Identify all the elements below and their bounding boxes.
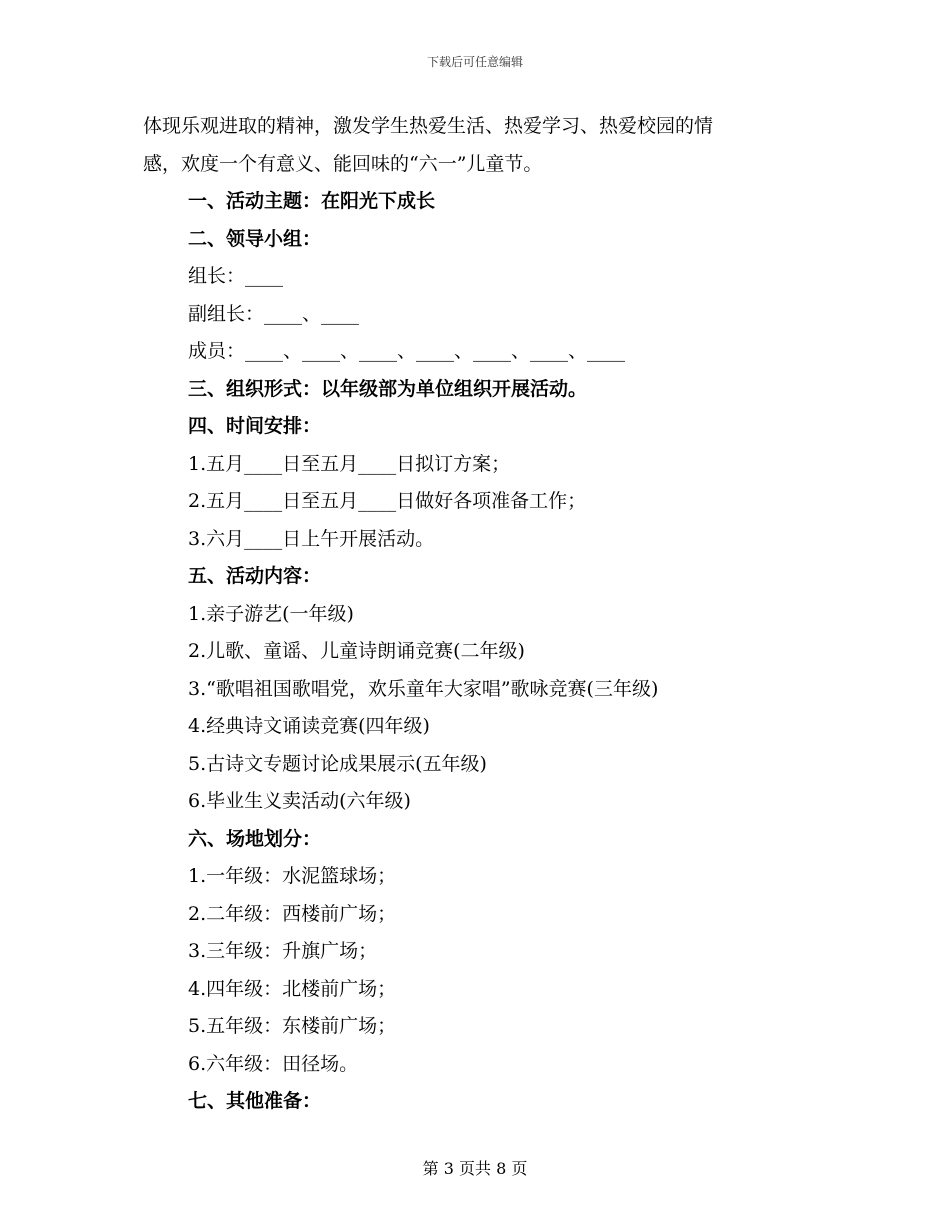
section-heading: 六、场地划分：	[188, 827, 322, 850]
paragraph-line: 副组长：____、____	[188, 302, 360, 325]
section-heading: 二、领导小组：	[188, 227, 322, 250]
page-footer: 第 3 页共 8 页	[422, 1159, 528, 1178]
paragraph-line: 2.二年级：西楼前广场；	[188, 902, 397, 925]
page-header: 下载后可任意编辑	[426, 55, 523, 69]
paragraph-line: 5.五年级：东楼前广场；	[188, 1015, 397, 1037]
section-heading: 一、活动主题：在阳光下成长	[188, 190, 436, 212]
section-heading: 五、活动内容：	[188, 565, 322, 587]
paragraph-line: 1.五月____日至五月____日拟订方案；	[188, 452, 511, 475]
paragraph-line: 体现乐观进取的精神，激发学生热爱生活、热爱学习、热爱校园的情	[143, 115, 714, 137]
document-body	[143, 108, 823, 1121]
paragraph-line: 1.亲子游艺(一年级)	[188, 602, 354, 625]
paragraph-line: 感，欢度一个有意义、能回味的“六一”儿童节。	[143, 152, 543, 175]
paragraph-line: 2.儿歌、童谣、儿童诗朗诵竞赛(二年级)	[188, 640, 525, 662]
paragraph-line: 2.五月____日至五月____日做好各项准备工作；	[188, 490, 587, 512]
paragraph-line: 4.四年级：北楼前广场；	[188, 977, 397, 1000]
section-heading: 四、时间安排：	[188, 415, 322, 437]
paragraph-line: 3.六月____日上午开展活动。	[188, 527, 435, 550]
paragraph-line: 组长：____	[188, 265, 284, 287]
paragraph-line: 6.六年级：田径场。	[188, 1052, 359, 1075]
section-heading: 三、组织形式：以年级部为单位组织开展活动。	[188, 377, 588, 400]
paragraph-line: 5.古诗文专题讨论成果展示(五年级)	[188, 752, 487, 775]
paragraph-line: 成员：____、____、____、____、____、____、____	[188, 340, 626, 362]
section-heading: 七、其他准备：	[188, 1090, 322, 1112]
paragraph-line: 1.一年级：水泥篮球场；	[188, 865, 397, 887]
paragraph-line: 6.毕业生义卖活动(六年级)	[188, 790, 411, 812]
paragraph-line: 3.三年级：升旗广场；	[188, 940, 378, 962]
paragraph-line: 3.“歌唱祖国歌唱党，欢乐童年大家唱”歌咏竞赛(三年级)	[188, 677, 659, 700]
paragraph-line: 4.经典诗文诵读竞赛(四年级)	[188, 715, 430, 737]
